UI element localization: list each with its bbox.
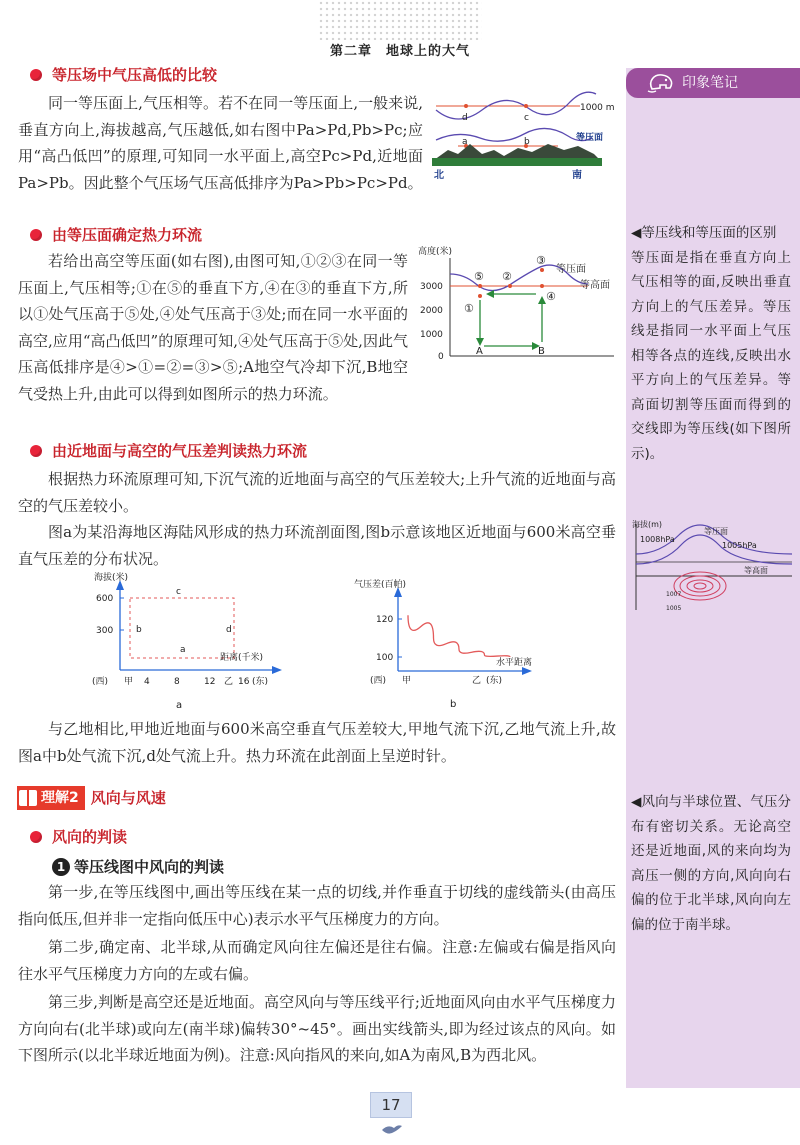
fig2-tick-1000: 1000 — [420, 330, 443, 340]
fig2-isoheight-label: 等高面 — [580, 280, 610, 291]
book-icon — [19, 790, 37, 806]
fig1-point-d: d — [462, 113, 468, 123]
fig1-point-a: a — [462, 137, 468, 147]
fig1-north: 北 — [434, 170, 444, 181]
chart-a-xtick-4: 4 — [144, 677, 150, 687]
fig2-ylabel: 高度(米) — [418, 247, 453, 257]
bullet-dot-icon — [30, 69, 42, 81]
chart-a-ytick-600: 600 — [96, 594, 114, 604]
section-heading-pressure-difference — [30, 440, 307, 461]
section-heading-text: 由近地面与高空的气压差判读热力环流 — [52, 442, 308, 460]
section-heading-pressure-compare — [30, 64, 217, 85]
chart-a-east: (东) — [252, 677, 269, 687]
paragraph-pressure-difference-3: 与乙地相比,甲地近地面与600米高空垂直气压差较大,甲地气流下沉,乙地气流上升,故图a中b处气流下沉,d处气流上升。热力环流在此剖面上呈逆时针。 — [18, 720, 616, 765]
side-fig-isobaric-label: 等压面 — [704, 527, 728, 536]
chart-b-series-group — [398, 615, 510, 657]
paragraph-pressure-difference-2: 图a为某沿海地区海陆风形成的热力环流剖面图,图b示意该地区近地面与600米高空垂直气压差的分布状况。 — [18, 523, 616, 568]
chart-a-xtick-8: 8 — [174, 677, 180, 687]
fig2-tick-2000: 2000 — [420, 306, 443, 316]
chart-b-xlabel: 水平距离 — [496, 658, 533, 668]
paragraph-step3: 第三步,判断是高空还是近地面。高空风向与等压线平行;近地面风向由水平气压梯度力方向向右(北半球)或向左(南半球)偏转30°~45°。画出实线箭头,即为经过该点的风向。如下图所示(以北半球近地面为例)。注意:风向指风的来向,如A为南风,B为西北风。 — [18, 993, 616, 1064]
chart-b-ytick-120: 120 — [376, 615, 394, 625]
chart-a-west: (西) — [92, 677, 109, 687]
chart-a-ytick-300: 300 — [96, 626, 114, 636]
fig1-point-c: c — [524, 113, 529, 123]
chart-b-east: (东) — [486, 676, 503, 686]
chart-a-xtick-12: 12 — [204, 677, 216, 687]
chart-a-x-start: 甲 — [124, 677, 134, 687]
paragraph-step2: 第二步,确定南、北半球,从而确定风向往左偏还是往右偏。注意:左偏或右偏是指风向往水平气压梯度力方向的左或右偏。 — [18, 938, 616, 983]
sidebar-note-isobar: ◀等压线和等压面的区别 等压面是指在垂直方向上气压相等的面,反映出垂直方向上的气压差异。等压线是指同一水平面上气压相等各点的连线,反映出水平方向上的气压差异。等高面切割等压面而得到的交线即为等压线(如下图所示)。 — [631, 225, 791, 462]
fig2-circle-3: ③ — [536, 254, 546, 267]
chart-a-point-b: b — [136, 625, 142, 635]
figure-isobaric-surface — [428, 80, 626, 186]
chart-a-xtick-16: 16 — [238, 677, 250, 687]
bullet-dot-icon — [30, 445, 42, 457]
fig1-height-label: 1000 m — [580, 103, 615, 113]
sidebar-isobar-figure — [630, 520, 796, 614]
figure-height-isobaric — [418, 244, 624, 360]
sidebar-header — [626, 68, 800, 98]
bullet-dot-icon — [30, 831, 42, 843]
badge-text: 理解2 — [41, 790, 79, 806]
fig2-circle-2: ② — [502, 270, 512, 283]
fig2-circle-5: ⑤ — [474, 270, 484, 283]
paragraph-thermal-circulation: 若给出高空等压面(如右图),由图可知,①②③在同一等压面上,气压相等;①在⑤的垂直下方,④在③的垂直下方,所以①处气压高于⑤处,④处气压高于③处;而在同一水平面的高空,应用“高凸低凹”的原理可知,④处气压高于⑤处,因此气压高低排序是④>①=②=③>⑤;A地空气冷却下沉,B地空气受热上升,由此可以得到如图所示的热力环流。 — [18, 252, 408, 403]
chart-b-x-end: 乙 — [472, 676, 482, 686]
subheading-text: 等压线图中风向的判读 — [74, 858, 225, 876]
fig1-isobaric-label: 等压面 — [576, 133, 604, 143]
chart-a-ylabel: 海拔(米) — [94, 573, 129, 583]
chart-b-pressure-difference — [340, 575, 570, 713]
side-fig-1008-label: 1008hPa — [640, 535, 675, 544]
side-fig-1005b-label: 1005 — [666, 605, 682, 612]
fig1-south: 南 — [572, 170, 582, 181]
chart-a-point-a: a — [180, 645, 186, 655]
chapter-title: 第二章 地球上的大气 — [329, 44, 470, 59]
subheading-isobar-wind — [52, 856, 224, 877]
section-heading-wind-direction — [30, 826, 127, 847]
side-fig-altitude-label: 海拔(m) — [632, 520, 663, 529]
paragraph-pressure-difference-1: 根据热力环流原理可知,下沉气流的近地面与高空的气压差较大;上升气流的近地面与高空的气压差较小。 — [18, 470, 616, 515]
fig2-tick-3000: 3000 — [420, 282, 443, 292]
understanding-2-heading — [17, 786, 166, 810]
sidebar-notes — [626, 68, 800, 1088]
bird-ornament-icon — [380, 1122, 404, 1136]
paragraph-pressure-compare: 同一等压面上,气压相等。若不在同一等压面上,一般来说,垂直方向上,海拔越高,气压越低,如右图中Pa>Pd,Pb>Pc;应用“高凸低凹”的原理,可知同一水平面上,高空Pc>Pd,近地面Pa>Pb。因此整个气压场气压高低排序为Pa>Pb>Pc>Pd。 — [18, 94, 423, 192]
fig1-point-b: b — [524, 137, 530, 147]
chart-a-title: a — [176, 700, 183, 711]
fig2-isobaric-label: 等压面 — [556, 264, 586, 275]
understanding-badge — [17, 786, 85, 810]
chart-b-title: b — [450, 699, 457, 710]
section-heading-text: 等压场中气压高低的比较 — [52, 66, 218, 84]
sidebar-title: 印象笔记 — [682, 75, 738, 91]
bullet-dot-icon — [30, 229, 42, 241]
fig2-point-B: B — [538, 346, 545, 357]
chart-b-x-start: 甲 — [402, 676, 412, 686]
fig2-tick-0: 0 — [438, 352, 444, 360]
side-fig-1005-label: 1005hPa — [722, 541, 757, 550]
section-heading-thermal-circulation — [30, 224, 202, 245]
elephant-logo-icon — [646, 71, 676, 95]
section-heading-text: 风向的判读 — [52, 828, 128, 846]
fig2-circle-4: ④ — [546, 290, 556, 303]
number-badge: 1 — [52, 858, 70, 876]
header-dot-pattern — [318, 0, 482, 40]
section-heading-text: 由等压面确定热力环流 — [52, 226, 203, 244]
chart-a-sea-land-breeze — [80, 570, 300, 712]
chart-a-point-c: c — [176, 587, 181, 597]
understanding-title: 风向与风速 — [90, 789, 166, 807]
paragraph-step1: 第一步,在等压线图中,画出等压线在某一点的切线,并作垂直于切线的虚线箭头(由高压指向低压,但并非一定指向低压中心)表示水平气压梯度力的方向。 — [18, 883, 616, 928]
chart-a-x-end: 乙 — [224, 677, 234, 687]
chart-b-series-line — [408, 615, 510, 657]
side-fig-isoheight-label: 等高面 — [744, 566, 768, 575]
chart-b-west: (西) — [370, 676, 387, 686]
chart-b-ytick-100: 100 — [376, 653, 394, 663]
fig2-point-A: A — [476, 346, 483, 357]
chart-b-ylabel: 气压差(百帕) — [354, 580, 407, 590]
chart-a-xlabel: 距离(千米) — [220, 653, 264, 663]
side-fig-1007-label: 1007 — [666, 591, 682, 598]
fig2-circle-1: ① — [464, 302, 474, 315]
sidebar-note-wind: ◀风向与半球位置、气压分布有密切关系。无论高空还是近地面,风的来向均为高压一侧的方向,风向向右偏的位于北半球,风向向左偏的位于南半球。 — [631, 794, 791, 933]
page-number: 17 — [370, 1092, 412, 1118]
chart-a-point-d: d — [226, 625, 232, 635]
